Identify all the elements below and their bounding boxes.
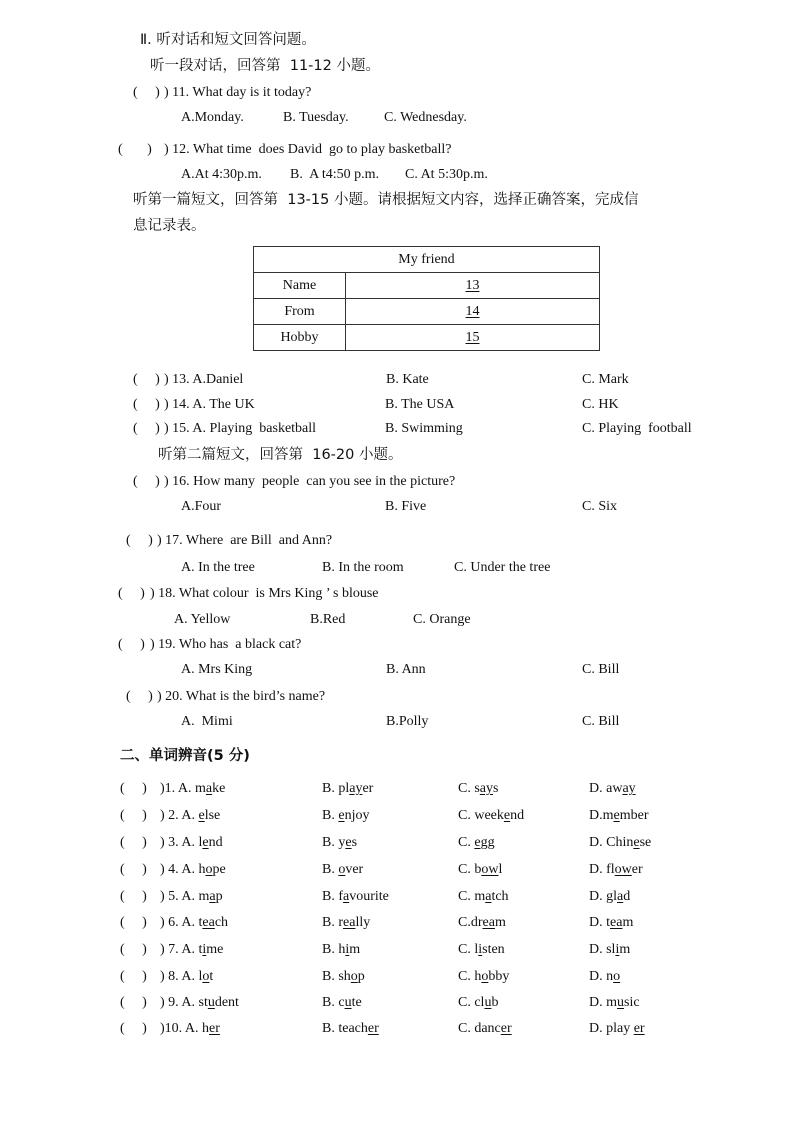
option-a: ) 3. A. lend: [160, 835, 223, 850]
option-d: D.member: [589, 808, 649, 823]
option-c: C. Mark: [582, 372, 629, 387]
table-blank[interactable]: 15: [346, 325, 600, 351]
option-c: C. club: [458, 995, 499, 1010]
option-b: B. over: [322, 862, 364, 877]
answer-paren[interactable]: ( ): [120, 969, 147, 984]
option-b: B. him: [322, 942, 361, 957]
option-a: ) 6. A. teach: [160, 915, 229, 930]
answer-paren[interactable]: ( ): [133, 421, 160, 436]
option-a: A. Mrs King: [181, 662, 253, 677]
option-a: A.At 4:30p.m.: [181, 167, 262, 182]
option-d: D. team: [589, 915, 634, 930]
option-a: )1. A. make: [160, 781, 226, 796]
underlined-sound: u: [207, 995, 215, 1010]
option-d: D. flower: [589, 862, 643, 877]
answer-paren[interactable]: ( ): [126, 689, 153, 704]
answer-paren[interactable]: ( ): [120, 1021, 147, 1036]
option-d: D. away: [589, 781, 636, 796]
option-d: D. slim: [589, 942, 631, 957]
underlined-sound: ow: [481, 862, 499, 877]
option-a: A. Yellow: [174, 612, 231, 627]
underlined-sound: e: [202, 835, 209, 850]
option-b: B. Ann: [386, 662, 426, 677]
table-label: From: [254, 299, 346, 325]
underlined-sound: ay: [479, 781, 494, 796]
option-c: C. listen: [458, 942, 505, 957]
underlined-sound: er: [367, 1021, 379, 1036]
answer-paren[interactable]: ( ): [118, 142, 152, 157]
answer-paren[interactable]: ( ): [120, 889, 147, 904]
option-c: C. egg: [458, 835, 495, 850]
question-13: ) 13. A.Daniel: [164, 372, 244, 387]
option-a: A. In the tree: [181, 560, 255, 575]
underlined-sound: er: [633, 1021, 645, 1036]
answer-paren[interactable]: ( ): [120, 835, 147, 850]
underlined-sound: er: [500, 1021, 512, 1036]
underlined-sound: ea: [482, 915, 495, 930]
answer-paren[interactable]: ( ): [120, 862, 147, 877]
option-d: D. glad: [589, 889, 631, 904]
option-c: C. Orange: [413, 612, 471, 627]
underlined-sound: o: [481, 969, 489, 984]
option-d: D. no: [589, 969, 621, 984]
option-c: C. Under the tree: [454, 560, 551, 575]
answer-paren[interactable]: ( ): [120, 915, 147, 930]
question-17: ) 17. Where are Bill and Ann?: [157, 533, 333, 548]
underlined-sound: e: [613, 808, 620, 823]
underlined-sound: a: [617, 889, 624, 904]
option-c: C. Wednesday.: [384, 110, 467, 125]
option-d: D. Chinese: [589, 835, 652, 850]
underlined-sound: e: [474, 835, 481, 850]
option-b: B. really: [322, 915, 371, 930]
dialogue-intro: 听一段对话，回答第 11-12 小题。: [150, 58, 380, 74]
option-a: ) 9. A. student: [160, 995, 239, 1010]
option-b: B. shop: [322, 969, 365, 984]
option-a: A.Monday.: [181, 110, 244, 125]
question-18: ) 18. What colour is Mrs King ’ s blouse: [150, 586, 379, 601]
option-b: B. yes: [322, 835, 358, 850]
option-c: C. At 5:30p.m.: [405, 167, 488, 182]
option-c: C. says: [458, 781, 499, 796]
underlined-sound: a: [209, 889, 216, 904]
option-b: B. teacher: [322, 1021, 379, 1036]
option-b: B. Swimming: [385, 421, 463, 436]
underlined-sound: i: [615, 942, 620, 957]
option-b: B. cute: [322, 995, 362, 1010]
option-a: ) 8. A. lot: [160, 969, 214, 984]
answer-paren[interactable]: ( ): [126, 533, 153, 548]
underlined-sound: i: [478, 942, 483, 957]
passage2-intro: 听第二篇短文，回答第 16-20 小题。: [158, 447, 403, 463]
option-a: A. Mimi: [181, 714, 233, 729]
passage1-intro: 听第一篇短文，回答第 13-15 小题。请根据短文内容，选择正确答案，完成信: [133, 192, 639, 208]
underlined-sound: u: [484, 995, 492, 1010]
option-c: C. Bill: [582, 714, 620, 729]
option-d: D. music: [589, 995, 640, 1010]
option-b: B. Tuesday.: [283, 110, 349, 125]
option-a: ) 5. A. map: [160, 889, 223, 904]
underlined-sound: e: [338, 808, 345, 823]
option-b: B. In the room: [322, 560, 404, 575]
underlined-sound: o: [205, 862, 213, 877]
option-b: B. enjoy: [322, 808, 370, 823]
answer-paren[interactable]: ( ): [118, 637, 145, 652]
table-blank[interactable]: 14: [346, 299, 600, 325]
answer-paren[interactable]: ( ): [120, 781, 147, 796]
underlined-sound: e: [503, 808, 511, 823]
option-a: )10. A. her: [160, 1021, 220, 1036]
option-c: C. dancer: [458, 1021, 512, 1036]
underlined-sound: u: [617, 995, 624, 1010]
phonics-heading: 二、单词辨音(5 分): [120, 748, 250, 764]
option-c: C. match: [458, 889, 509, 904]
option-b: B. The USA: [385, 397, 455, 412]
option-b: B. Kate: [386, 372, 429, 387]
underlined-sound: a: [343, 889, 350, 904]
question-14: ) 14. A. The UK: [164, 397, 255, 412]
answer-paren[interactable]: ( ): [120, 808, 147, 823]
question-12: ) 12. What time does David go to play basketball?: [164, 142, 452, 157]
underlined-sound: e: [198, 808, 205, 823]
underlined-sound: ay: [622, 781, 636, 796]
table-label: Name: [254, 273, 346, 299]
answer-paren[interactable]: ( ): [120, 942, 147, 957]
option-c: C. weekend: [458, 808, 525, 823]
option-b: B.Red: [310, 612, 346, 627]
question-19: ) 19. Who has a black cat?: [150, 637, 302, 652]
underlined-sound: o: [350, 969, 358, 984]
underlined-sound: ea: [202, 915, 215, 930]
answer-paren[interactable]: ( ): [120, 995, 147, 1010]
underlined-sound: o: [338, 862, 346, 877]
answer-paren[interactable]: ( ): [118, 586, 145, 601]
underlined-sound: i: [345, 942, 350, 957]
table-blank[interactable]: 13: [346, 273, 600, 299]
option-a: A.Four: [181, 499, 222, 514]
option-c: C.dream: [458, 915, 506, 930]
underlined-sound: i: [202, 942, 207, 957]
underlined-sound: u: [344, 995, 352, 1010]
section-heading: Ⅱ. 听对话和短文回答问题。: [140, 32, 316, 48]
underlined-sound: ea: [343, 915, 356, 930]
option-c: C. bowl: [458, 862, 503, 877]
option-c: C. hobby: [458, 969, 510, 984]
question-20: ) 20. What is the bird’s name?: [157, 689, 326, 704]
option-b: B. player: [322, 781, 374, 796]
underlined-sound: e: [345, 835, 352, 850]
underlined-sound: ea: [610, 915, 623, 930]
table-title: My friend: [254, 247, 600, 273]
option-a: ) 2. A. else: [160, 808, 221, 823]
underlined-sound: er: [209, 1021, 220, 1036]
underlined-sound: e: [633, 835, 640, 850]
answer-paren[interactable]: ( ): [133, 85, 160, 100]
question-15: ) 15. A. Playing basketball: [164, 421, 317, 436]
option-b: B. A t4:50 p.m.: [290, 167, 380, 182]
underlined-sound: a: [485, 889, 492, 904]
option-c: C. Playing football: [582, 421, 692, 436]
underlined-sound: o: [202, 969, 210, 984]
option-d: D. play er: [589, 1021, 645, 1036]
underlined-sound: ow: [614, 862, 632, 877]
answer-paren[interactable]: ( ): [133, 372, 160, 387]
option-a: ) 4. A. hope: [160, 862, 226, 877]
answer-paren[interactable]: ( ): [133, 397, 160, 412]
option-a: ) 7. A. time: [160, 942, 224, 957]
info-table: [253, 246, 600, 351]
option-c: C. HK: [582, 397, 619, 412]
table-label: Hobby: [254, 325, 346, 351]
underlined-sound: ay: [349, 781, 363, 796]
question-16: ) 16. How many people can you see in the picture?: [164, 474, 456, 489]
answer-paren[interactable]: ( ): [133, 474, 160, 489]
underlined-sound: a: [205, 781, 213, 796]
passage1-intro-cont: 息记录表。: [133, 218, 206, 234]
option-b: B.Polly: [386, 714, 429, 729]
option-b: B. Five: [385, 499, 427, 514]
question-11: ) 11. What day is it today?: [164, 85, 312, 100]
underlined-sound: o: [613, 969, 621, 984]
option-c: C. Bill: [582, 662, 620, 677]
option-c: C. Six: [582, 499, 618, 514]
option-b: B. favourite: [322, 889, 389, 904]
